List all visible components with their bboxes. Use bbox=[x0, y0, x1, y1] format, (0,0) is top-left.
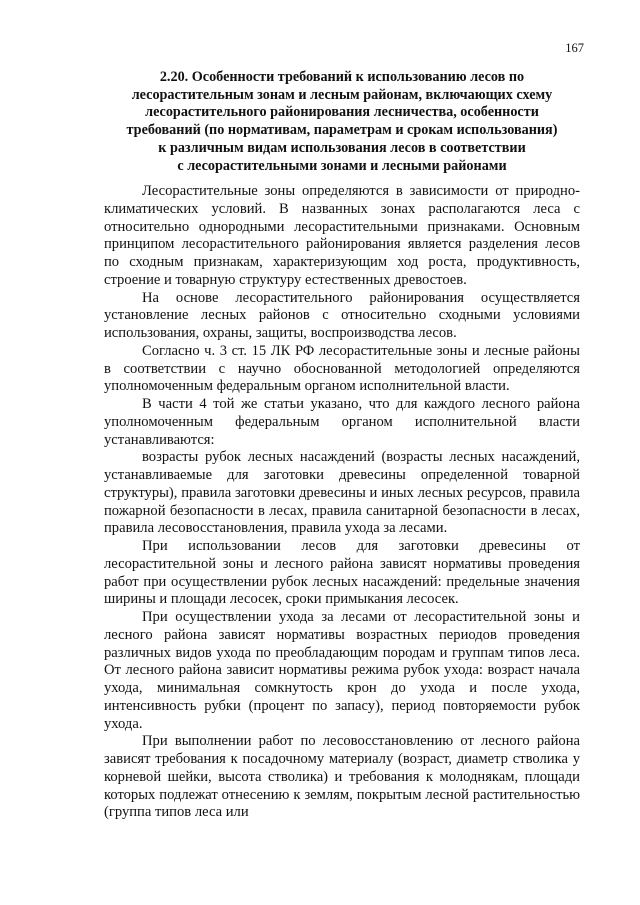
paragraph: возрасты рубок лесных насаждений (возрасты лесных насаждений, устанавливаемые для заготовки древесины определенной товарной структуры), правила заготовки древесины и иных лесных ресурсов, правила пожарной безопасности в лесах, правила санитарной безопасности в лесах, правила лесовосстановления, правила ухода за лесами. bbox=[104, 449, 580, 537]
heading-line: требований (по нормативам, параметрам и срокам использования) bbox=[126, 122, 558, 139]
paragraph: Лесорастительные зоны определяются в зависимости от природно-климатических условий. В названных зонах располагаются леса с относительно однородными лесорастительными признаками. Основным принципом лесорастительного районирования является разделения лесов по сходным признакам, характеризующим ход роста, продуктивность, строение и товарную структуру естественных древостоев. bbox=[104, 183, 580, 288]
heading-line: к различным видам использования лесов в соответствии bbox=[158, 139, 526, 156]
paragraph: Согласно ч. 3 ст. 15 ЛК РФ лесорастительные зоны и лесные районы в соответствии с научно обоснованной методологией определяются уполномоченным федеральным органом исполнительной власти. bbox=[104, 342, 580, 395]
paragraph: При осуществлении ухода за лесами от лесорастительной зоны и лесного района зависят нормативы возрастных периодов проведения различных видов ухода по преобладающим породам и группам типов леса. От лесного района зависит нормативы режима рубок ухода: возраст начала ухода, минимальная сомкнутость крон до ухода и после ухода, интенсивность рубки (процент по запасу), период повторяемости рубок ухода. bbox=[104, 609, 580, 732]
body-text bbox=[104, 183, 580, 822]
paragraph: На основе лесорастительного районирования осуществляется установление лесных районов с относительно сходными условиями использования, охраны, защиты, воспроизводства лесов. bbox=[104, 289, 580, 341]
heading-line: с лесорастительными зонами и лесными районами bbox=[177, 157, 507, 174]
paragraph: При выполнении работ по лесовосстановлению от лесного района зависят требования к посадочному материалу (возраст, диаметр стволика у корневой шейки, высота стволика) и требования к молоднякам, площади которых подлежат отнесению к землям, покрытым лесной растительностью (группа типов леса или bbox=[104, 733, 580, 821]
heading-line: 2.20. Особенности требований к использованию лесов по bbox=[159, 69, 525, 85]
page-number: 167 bbox=[565, 41, 584, 55]
paragraph: При использовании лесов для заготовки древесины от лесорастительной зоны и лесного района зависят нормативы проведения работ при осуществлении рубок лесных насаждений: предельные значения ширины и площади лесосек, сроки примыкания лесосек. bbox=[104, 538, 580, 608]
paragraph: В части 4 той же статьи указано, что для каждого лесного района уполномоченным федеральным органом исполнительной власти устанавливаются: bbox=[104, 396, 580, 448]
section-heading bbox=[104, 69, 580, 175]
heading-line: лесорастительного районирования лесничества, особенности bbox=[145, 104, 539, 121]
heading-line: лесорастительным зонам и лесным районам, включающих схему bbox=[131, 86, 553, 103]
